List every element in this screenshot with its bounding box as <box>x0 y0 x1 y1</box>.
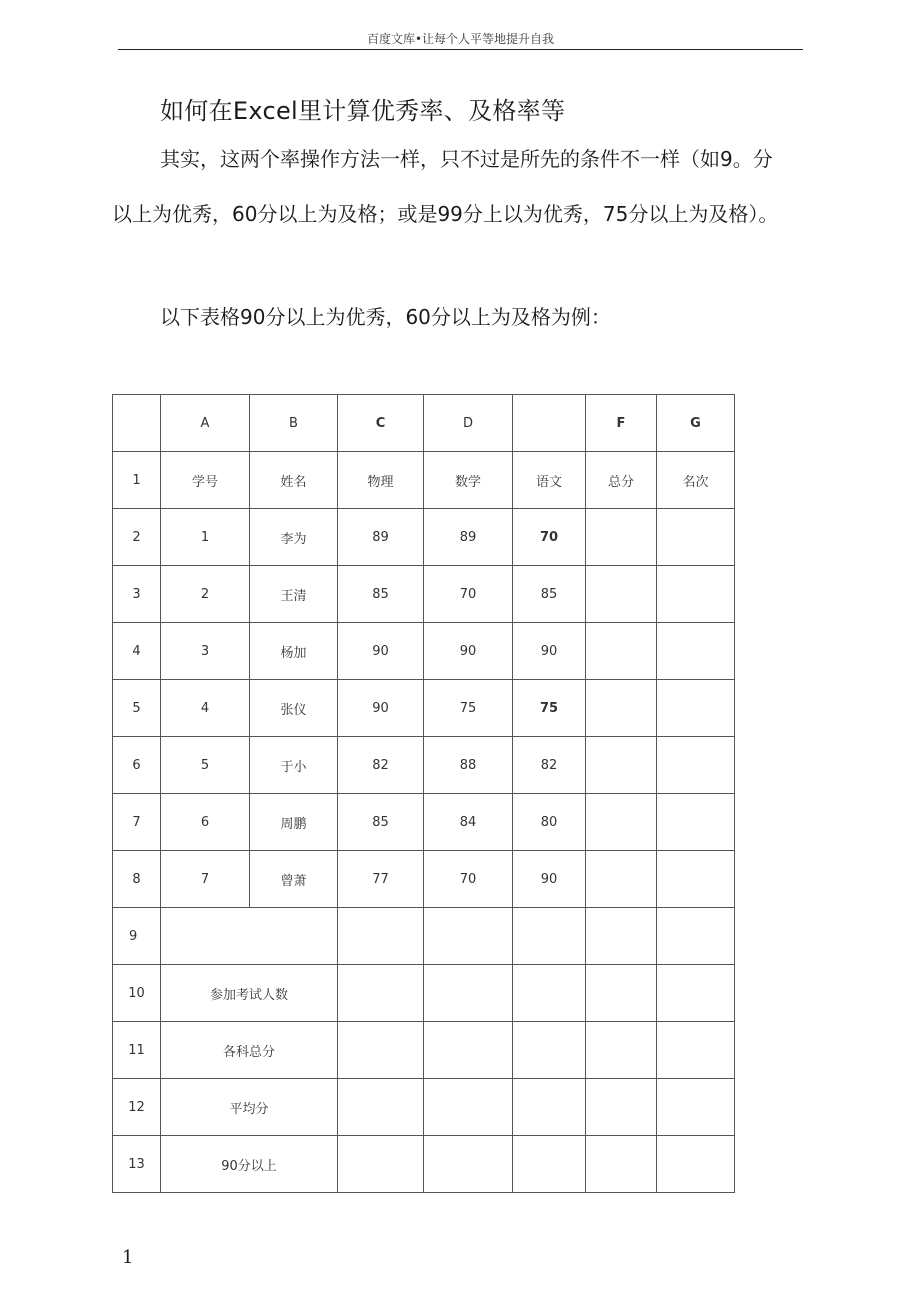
field-label: 语文 <box>513 452 586 509</box>
empty-cell <box>338 1079 424 1136</box>
summary-label: 各科总分 <box>161 1022 338 1079</box>
math-score: 89 <box>424 509 513 566</box>
column-header <box>113 395 161 452</box>
student-id: 4 <box>161 680 250 737</box>
column-header: D <box>424 395 513 452</box>
table-row <box>113 509 735 566</box>
total-score <box>586 794 657 851</box>
total-score <box>586 851 657 908</box>
total-score <box>586 737 657 794</box>
empty-cell <box>424 965 513 1022</box>
math-score: 75 <box>424 680 513 737</box>
empty-cell <box>338 1022 424 1079</box>
summary-row <box>113 965 735 1022</box>
empty-cell <box>513 908 586 965</box>
rank <box>657 680 735 737</box>
header-divider <box>118 49 803 50</box>
summary-label: 平均分 <box>161 1079 338 1136</box>
row-number: 2 <box>113 509 161 566</box>
empty-cell <box>657 1022 735 1079</box>
table-row <box>113 794 735 851</box>
chinese-score: 70 <box>513 509 586 566</box>
math-score: 84 <box>424 794 513 851</box>
rank <box>657 509 735 566</box>
student-name: 杨加 <box>250 623 338 680</box>
empty-cell <box>657 965 735 1022</box>
student-name: 周鹏 <box>250 794 338 851</box>
math-score: 90 <box>424 623 513 680</box>
table-row <box>113 566 735 623</box>
student-id: 7 <box>161 851 250 908</box>
student-name: 曾萧 <box>250 851 338 908</box>
summary-row <box>113 1022 735 1079</box>
math-score: 70 <box>424 851 513 908</box>
table-row <box>113 737 735 794</box>
field-label: 物理 <box>338 452 424 509</box>
chinese-score: 85 <box>513 566 586 623</box>
row-number: 12 <box>113 1079 161 1136</box>
row-number: 1 <box>113 452 161 509</box>
physics-score: 82 <box>338 737 424 794</box>
student-id: 1 <box>161 509 250 566</box>
chinese-score: 80 <box>513 794 586 851</box>
column-header: G <box>657 395 735 452</box>
empty-cell <box>657 1136 735 1193</box>
empty-cell <box>424 1022 513 1079</box>
summary-label <box>161 908 338 965</box>
physics-score: 90 <box>338 623 424 680</box>
empty-cell <box>424 908 513 965</box>
field-label: 名次 <box>657 452 735 509</box>
physics-score: 77 <box>338 851 424 908</box>
row-number: 8 <box>113 851 161 908</box>
empty-cell <box>338 965 424 1022</box>
table-row <box>113 851 735 908</box>
student-id: 2 <box>161 566 250 623</box>
column-header: B <box>250 395 338 452</box>
chinese-score: 75 <box>513 680 586 737</box>
row-number: 4 <box>113 623 161 680</box>
summary-row <box>113 908 735 965</box>
summary-label: 参加考试人数 <box>161 965 338 1022</box>
document-title: 如何在Excel里计算优秀率、及格率等 <box>160 97 566 125</box>
total-score <box>586 566 657 623</box>
total-score <box>586 680 657 737</box>
page-number: 1 <box>122 1247 134 1268</box>
student-name: 李为 <box>250 509 338 566</box>
summary-label: 90分以上 <box>161 1136 338 1193</box>
math-score: 88 <box>424 737 513 794</box>
grade-table <box>112 394 735 1193</box>
row-number: 13 <box>113 1136 161 1193</box>
column-header: F <box>586 395 657 452</box>
empty-cell <box>586 965 657 1022</box>
row-number: 5 <box>113 680 161 737</box>
student-name: 王清 <box>250 566 338 623</box>
chinese-score: 90 <box>513 623 586 680</box>
field-label: 数学 <box>424 452 513 509</box>
chinese-score: 90 <box>513 851 586 908</box>
row-number: 11 <box>113 1022 161 1079</box>
field-label: 学号 <box>161 452 250 509</box>
physics-score: 90 <box>338 680 424 737</box>
table-row <box>113 680 735 737</box>
rank <box>657 623 735 680</box>
empty-cell <box>657 1079 735 1136</box>
student-id: 6 <box>161 794 250 851</box>
row-number: 3 <box>113 566 161 623</box>
empty-cell <box>513 1079 586 1136</box>
student-name: 于小 <box>250 737 338 794</box>
total-score <box>586 509 657 566</box>
row-number: 9 <box>113 908 161 965</box>
column-header: A <box>161 395 250 452</box>
math-score: 70 <box>424 566 513 623</box>
rank <box>657 851 735 908</box>
field-label: 总分 <box>586 452 657 509</box>
empty-cell <box>424 1079 513 1136</box>
empty-cell <box>338 908 424 965</box>
total-score <box>586 623 657 680</box>
empty-cell <box>586 1136 657 1193</box>
example-paragraph: 以下表格90分以上为优秀，60分以上为及格为例： <box>160 305 611 329</box>
rank <box>657 794 735 851</box>
physics-score: 89 <box>338 509 424 566</box>
student-name: 张仪 <box>250 680 338 737</box>
summary-row <box>113 1136 735 1193</box>
table-row <box>113 623 735 680</box>
empty-cell <box>513 965 586 1022</box>
column-header <box>513 395 586 452</box>
row-number: 6 <box>113 737 161 794</box>
physics-score: 85 <box>338 566 424 623</box>
empty-cell <box>513 1136 586 1193</box>
physics-score: 85 <box>338 794 424 851</box>
field-row <box>113 452 735 509</box>
empty-cell <box>513 1022 586 1079</box>
empty-cell <box>338 1136 424 1193</box>
empty-cell <box>586 1022 657 1079</box>
empty-cell <box>586 908 657 965</box>
column-header: C <box>338 395 424 452</box>
rank <box>657 566 735 623</box>
empty-cell <box>424 1136 513 1193</box>
empty-cell <box>657 908 735 965</box>
row-number: 10 <box>113 965 161 1022</box>
empty-cell <box>586 1079 657 1136</box>
student-id: 5 <box>161 737 250 794</box>
row-number: 7 <box>113 794 161 851</box>
rank <box>657 737 735 794</box>
page-header: 百度文库•让每个人平等地提升自我 <box>366 32 555 46</box>
column-header-row <box>113 395 735 452</box>
student-id: 3 <box>161 623 250 680</box>
field-label: 姓名 <box>250 452 338 509</box>
summary-row <box>113 1079 735 1136</box>
chinese-score: 82 <box>513 737 586 794</box>
intro-paragraph: 其实，这两个率操作方法一样，只不过是所先的条件不一样（如9。分以上为优秀，60分以上为及格；或是99分上以为优秀，75分以上为及格）。 <box>112 147 779 226</box>
